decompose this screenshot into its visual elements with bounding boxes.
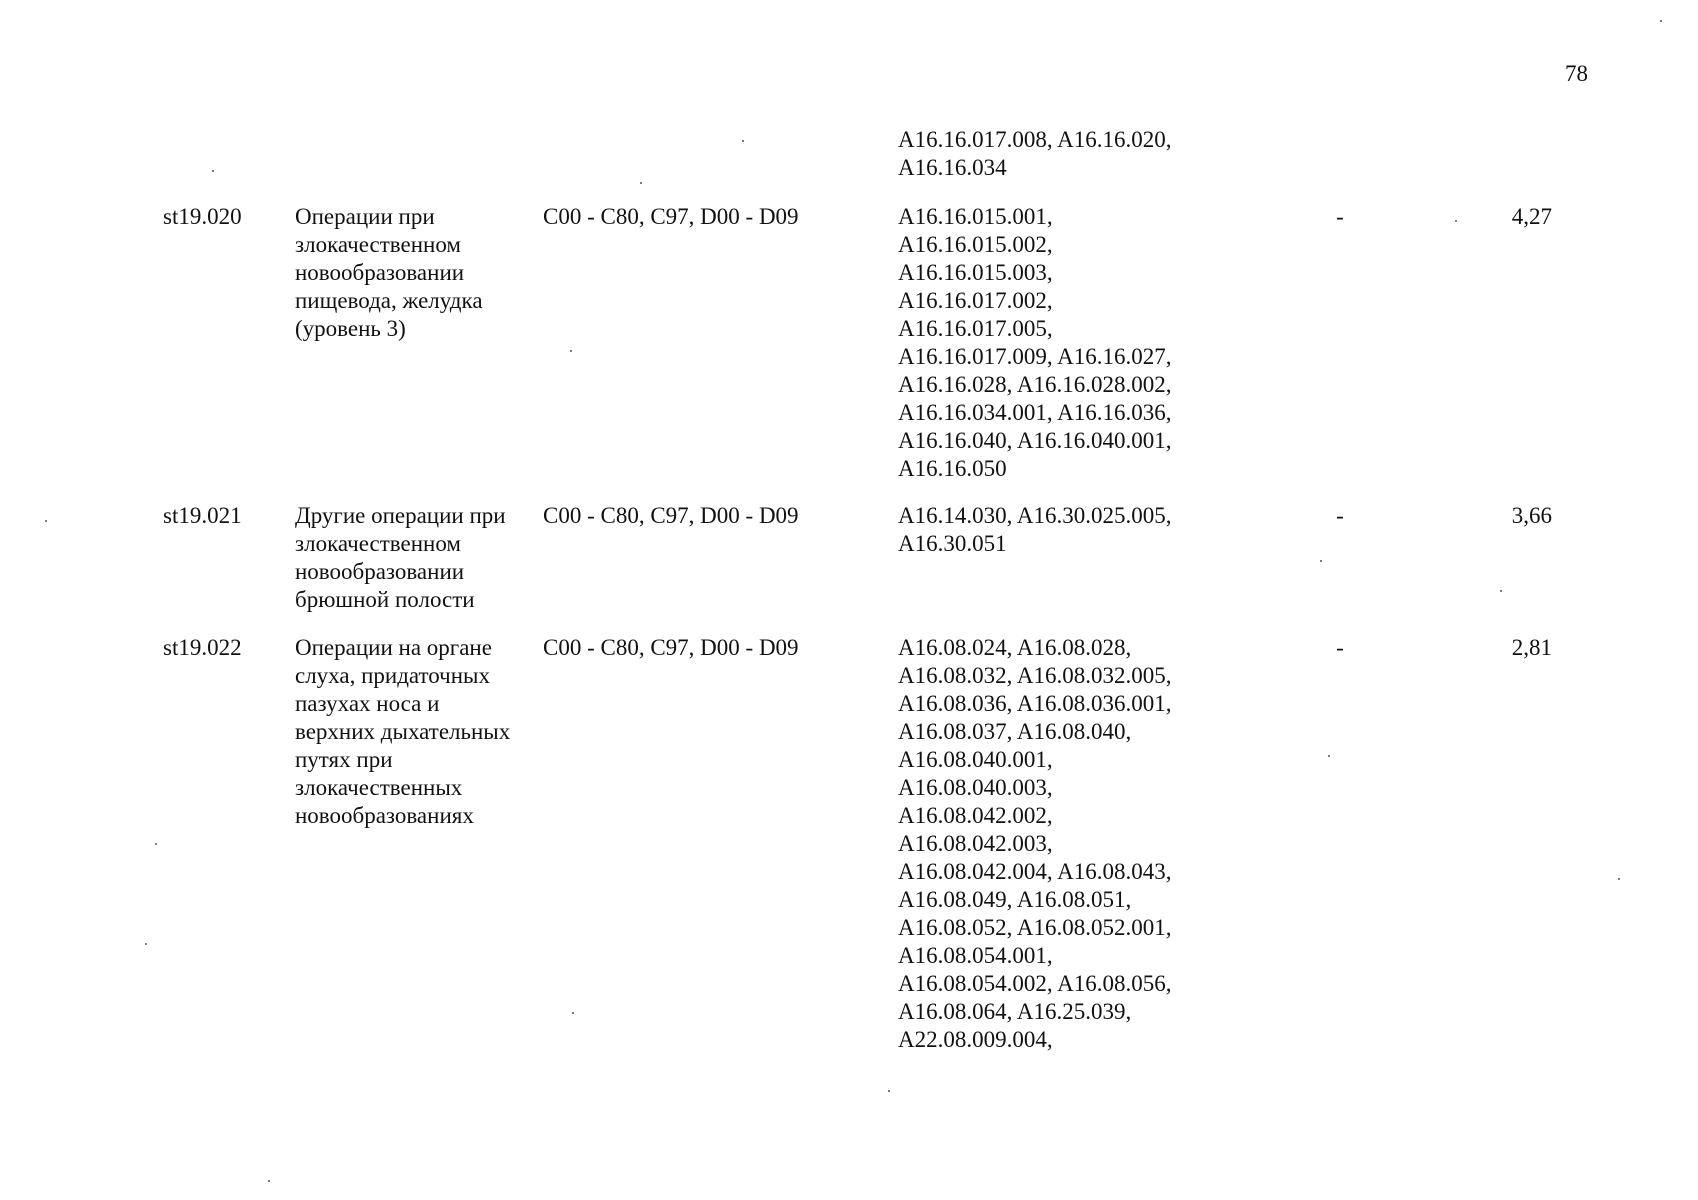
- service-line: A16.08.032, A16.08.032.005,: [898, 663, 1172, 688]
- icd-cell: C00 - C80, C97, D00 - D09: [543, 503, 799, 528]
- name-line: злокачественном: [295, 531, 461, 556]
- scan-speck: [155, 843, 157, 845]
- service-line: A16.16.015.002,: [898, 232, 1053, 257]
- service-line: A16.08.054.001,: [898, 943, 1053, 968]
- scan-speck: [212, 170, 214, 172]
- coefficient-cell: 3,66: [1511, 503, 1552, 528]
- scan-speck: [1660, 20, 1662, 22]
- scan-speck: [268, 1180, 270, 1182]
- name-line: брюшной полости: [295, 587, 475, 612]
- service-line: A16.16.017.002,: [898, 288, 1053, 313]
- scan-speck: [1618, 878, 1620, 880]
- name-line: новообразованиях: [295, 803, 474, 828]
- scan-speck: [1500, 590, 1502, 592]
- service-line: A16.16.015.001,: [898, 204, 1053, 229]
- service-line: A16.30.051: [898, 531, 1007, 556]
- services-cell: [898, 634, 1238, 1054]
- scan-speck: [145, 943, 147, 945]
- services-cell: [898, 502, 1238, 558]
- name-line: путях при: [295, 747, 393, 772]
- service-line: A16.08.042.003,: [898, 831, 1053, 856]
- page-number: 78: [1565, 61, 1588, 86]
- service-line: A16.16.017.005,: [898, 316, 1053, 341]
- name-line: верхних дыхательных: [295, 719, 511, 744]
- coefficient-cell: 2,81: [1511, 635, 1552, 660]
- service-line: A16.08.042.004, A16.08.043,: [898, 859, 1172, 884]
- name-cell: [295, 502, 550, 614]
- coefficient-cell: 4,27: [1511, 204, 1552, 229]
- name-line: пазухах носа и: [295, 691, 440, 716]
- service-line: A16.16.017.009, A16.16.027,: [898, 344, 1172, 369]
- service-line: A16.16.034.001, A16.16.036,: [898, 400, 1172, 425]
- service-line: A16.16.040, A16.16.040.001,: [898, 428, 1172, 453]
- name-cell: [295, 634, 550, 830]
- service-line: A16.08.049, A16.08.051,: [898, 887, 1132, 912]
- service-line: A16.08.054.002, A16.08.056,: [898, 971, 1172, 996]
- name-line: злокачественном: [295, 232, 461, 257]
- service-line: A16.14.030, A16.30.025.005,: [898, 503, 1172, 528]
- scan-speck: [1320, 560, 1322, 562]
- name-line: Другие операции при: [295, 503, 506, 528]
- name-cell: [295, 203, 550, 343]
- service-line: A16.08.064, A16.25.039,: [898, 999, 1132, 1024]
- scan-speck: [888, 1090, 890, 1092]
- service-line: A16.08.052, A16.08.052.001,: [898, 915, 1172, 940]
- name-line: пищевода, желудка: [295, 288, 483, 313]
- name-line: новообразовании: [295, 260, 465, 285]
- service-line: A16.16.050: [898, 456, 1007, 481]
- service-line: A16.08.024, A16.08.028,: [898, 635, 1132, 660]
- name-line: Операции на органе: [295, 635, 492, 660]
- scan-speck: [742, 140, 744, 142]
- icd-cell: C00 - C80, C97, D00 - D09: [543, 204, 799, 229]
- code-cell: st19.020: [163, 204, 242, 229]
- service-line: A22.08.009.004,: [898, 1027, 1053, 1052]
- code-cell: st19.022: [163, 635, 242, 660]
- code-cell: st19.021: [163, 503, 242, 528]
- name-line: злокачественных: [295, 775, 463, 800]
- service-line: A16.08.040.001,: [898, 747, 1053, 772]
- scan-speck: [45, 520, 47, 522]
- name-line: новообразовании: [295, 559, 465, 584]
- service-line: A16.16.017.008, A16.16.020,: [898, 127, 1172, 152]
- service-line: A16.08.040.003,: [898, 775, 1053, 800]
- service-line: A16.16.034: [898, 155, 1007, 180]
- service-line: A16.08.036, A16.08.036.001,: [898, 691, 1172, 716]
- extra-criteria-cell: -: [1336, 503, 1344, 528]
- icd-cell: C00 - C80, C97, D00 - D09: [543, 635, 799, 660]
- name-line: Операции при: [295, 204, 435, 229]
- scan-speck: [1455, 220, 1457, 222]
- service-line: A16.16.015.003,: [898, 260, 1053, 285]
- scan-speck: [1328, 755, 1330, 757]
- scan-speck: [572, 1012, 574, 1014]
- service-line: A16.08.042.002,: [898, 803, 1053, 828]
- scan-speck: [570, 350, 572, 352]
- service-line: A16.16.028, A16.16.028.002,: [898, 372, 1172, 397]
- services-cell: [898, 203, 1238, 483]
- name-line: (уровень 3): [295, 316, 406, 341]
- service-line: A16.08.037, A16.08.040,: [898, 719, 1132, 744]
- name-line: слуха, придаточных: [295, 663, 491, 688]
- services-cell: [898, 126, 1238, 182]
- scan-speck: [640, 182, 642, 184]
- extra-criteria-cell: -: [1336, 635, 1344, 660]
- extra-criteria-cell: -: [1336, 204, 1344, 229]
